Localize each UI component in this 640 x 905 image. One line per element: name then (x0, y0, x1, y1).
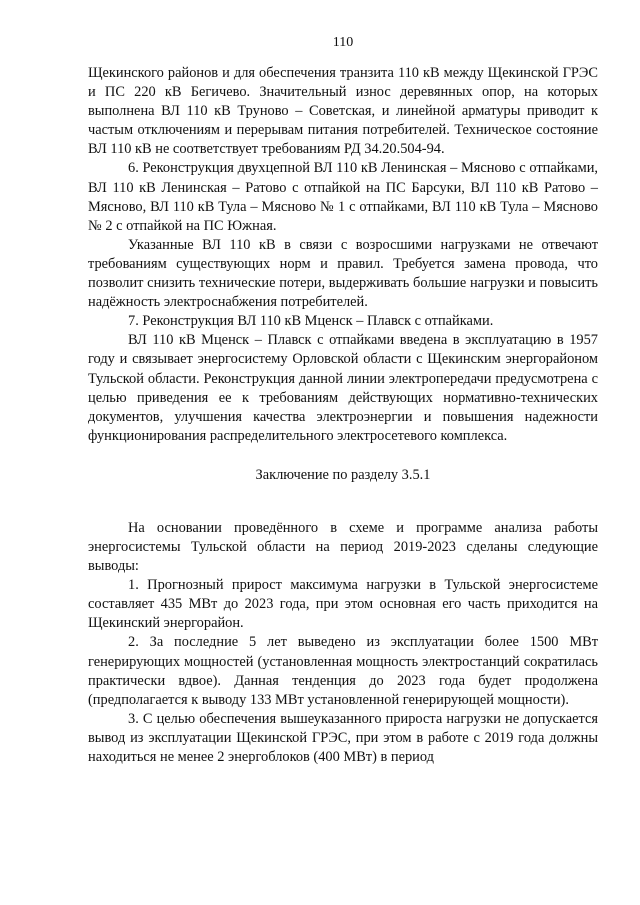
section-heading: Заключение по разделу 3.5.1 (255, 466, 431, 483)
paragraph-item-6-note: Указанные ВЛ 110 кВ в связи с возросшими нагрузками не отвечают требованиям существующих норм и правил. Требуется замена провода, что позволит снизить технические потери, выдерживать большие нагрузки и повысить надёжность электроснабжения потребителей. (88, 236, 598, 311)
paragraph-conclusion-intro: На основании проведённого в схеме и программе анализа работы энергосистемы Тульской области на период 2019-2023 сделаны следующие выводы: (88, 519, 598, 575)
paragraph-conclusion-2: 2. За последние 5 лет выведено из эксплуатации более 1500 МВт генерирующих мощностей (установленная мощность электростанций сократилась практически вдвое). Данная тенденция до 2023 года будет продолжена (предполагается к выводу 133 МВт установленной генерирующей мощности). (88, 634, 598, 708)
paragraph-conclusion-1: 1. Прогнозный прирост максимума нагрузки в Тульской энергосистеме составляет 435 МВт до 2023 года, при этом основная его часть приходится на Щекинский энергорайон. (88, 577, 598, 632)
paragraph-continuation: Щекинского районов и для обеспечения транзита 110 кВ между Щекинской ГРЭС и ПС 220 кВ Бегичево. Значительный износ деревянных опор, на которых выполнена ВЛ 110 кВ Труново – Советская, и линейной арматуры приводит к частым отключениям и перерывам питания потребителей. Техническое состояние ВЛ 110 кВ не соответствует требованиям РД 34.20.504-94. (88, 65, 598, 158)
paragraph-item-7-note: ВЛ 110 кВ Мценск – Плавск с отпайками введена в эксплуатацию в 1957 году и связывает энергосистему Орловской области с Щекинским энергорайоном Тульской области. Реконструкция данной линии электропередачи предусмотрена с целью приведения ее к требованиям действующих нормативно-технических документов, улучшения качества электроэнергии и повышения надежности функционирования распределительного электросетевого комплекса. (88, 332, 598, 444)
paragraph-conclusion-3: 3. С целью обеспечения вышеуказанного прироста нагрузки не допускается вывод из эксплуатации Щекинской ГРЭС, при этом в работе с 2019 года должны находиться не менее 2 энергоблоков (400 МВт) в период (88, 710, 598, 765)
page-number: 110 (332, 35, 354, 50)
paragraph-item-7: 7. Реконструкция ВЛ 110 кВ Мценск – Плавск с отпайками. (128, 313, 494, 330)
document-page (88, 34, 598, 767)
paragraph-item-6: 6. Реконструкция двухцепной ВЛ 110 кВ Ленинская – Мясново с отпайками, ВЛ 110 кВ Ленинская – Ратово с отпайкой на ПС Барсуки, ВЛ 110 кВ Ратово – Мясново, ВЛ 110 кВ Тула – Мясново № 1 с отпайками, ВЛ 110 кВ Тула – Мясново № 2 с отпайкой на ПС Южная. (88, 160, 598, 234)
